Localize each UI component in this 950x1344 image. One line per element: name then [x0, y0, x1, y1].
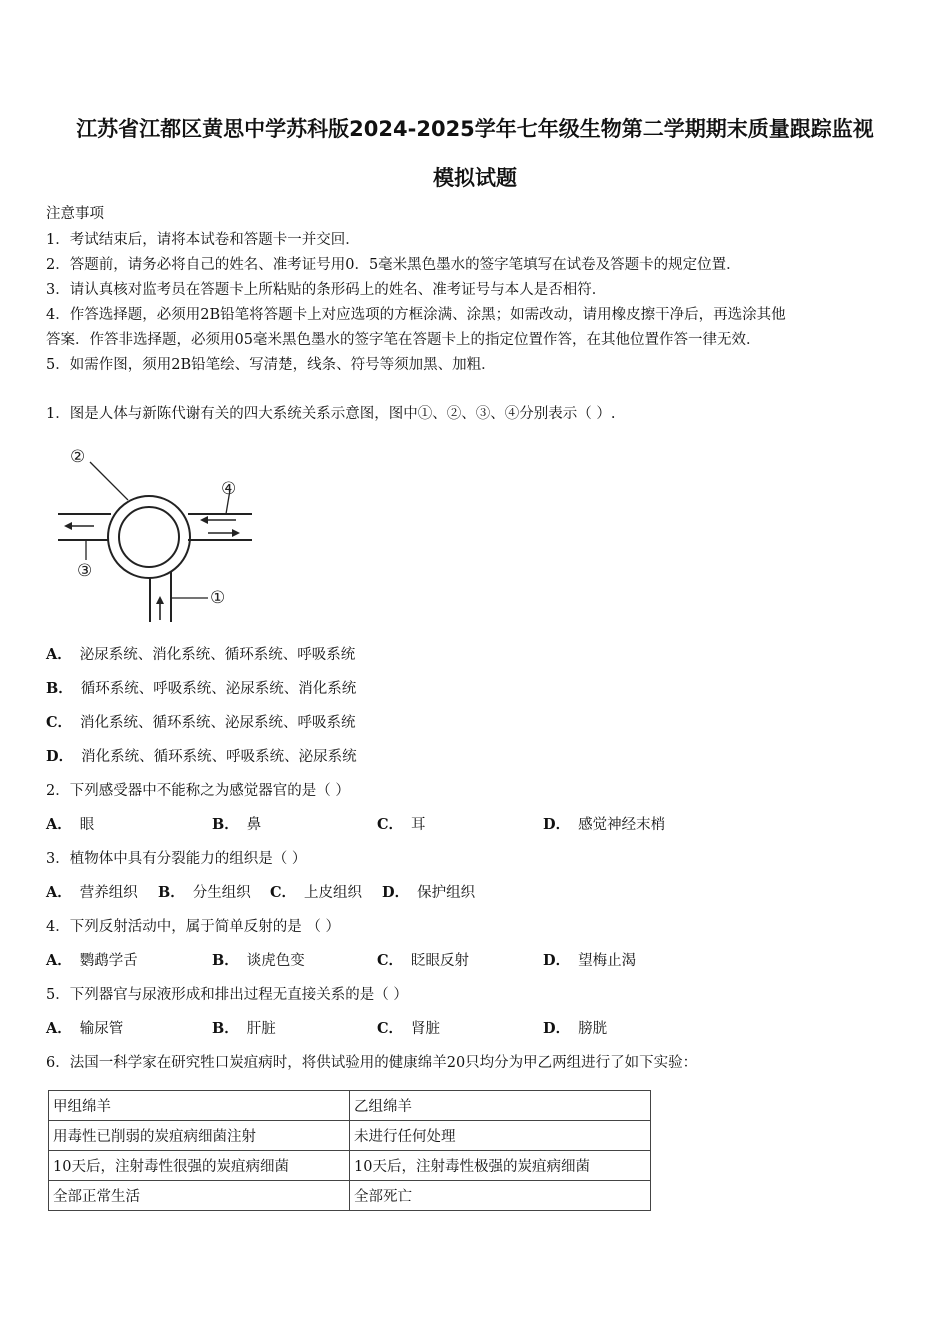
q4-option-b-text: 谈虎色变 [246, 953, 305, 969]
diagram-label-1: ① [210, 588, 226, 608]
q2-option-d [543, 813, 665, 834]
q2-option-a [46, 813, 94, 834]
q5-option-c [377, 1017, 440, 1038]
q1-option-a-label: A． [46, 646, 72, 663]
diagram-label-2: ② [70, 447, 86, 467]
q3-option-d [382, 881, 475, 902]
q1-option-c-label: C． [46, 714, 73, 731]
experiment-table [48, 1090, 651, 1211]
q5-option-c-label: C． [377, 1020, 404, 1037]
q5-option-d-text: 膀胱 [578, 1021, 608, 1037]
q1-option-d [46, 745, 357, 766]
q4-option-b-label: B． [212, 952, 239, 969]
q4-option-a-label: A． [46, 952, 72, 969]
q4-option-c-label: C． [377, 952, 404, 969]
q3-option-a-label: A． [46, 884, 72, 901]
q1-option-b-label: B． [46, 680, 73, 697]
q1-option-a-text: 泌尿系统、消化系统、循环系统、呼吸系统 [79, 647, 356, 663]
q1-option-a [46, 643, 355, 664]
q5-stem: 5．下列器官与尿液形成和排出过程无直接关系的是（ ） [46, 987, 408, 1003]
table-cell: 10天后，注射毒性很强的炭疽病细菌 [49, 1151, 350, 1181]
diagram-label-4: ④ [221, 479, 237, 499]
q3-option-a-text: 营养组织 [79, 885, 138, 901]
table-row [49, 1121, 651, 1151]
notice-item-2: 2．答题前，请务必将自己的姓名、准考证号用0．5毫米黑色墨水的签字笔填写在试卷及答题卡的规定位置． [46, 257, 741, 273]
q4-option-b [212, 949, 305, 970]
q3-option-b [158, 881, 251, 902]
q2-option-d-label: D． [543, 816, 571, 833]
q3-option-c-text: 上皮组织 [304, 885, 363, 901]
q1-option-c [46, 711, 356, 732]
q3-option-b-label: B． [158, 884, 185, 901]
q1-option-b-text: 循环系统、呼吸系统、泌尿系统、消化系统 [80, 681, 357, 697]
q3-option-d-label: D． [382, 884, 410, 901]
q5-option-c-text: 肾脏 [411, 1021, 441, 1037]
q2-option-a-text: 眼 [79, 817, 95, 833]
table-row [49, 1091, 651, 1121]
table-cell: 全部死亡 [350, 1181, 651, 1211]
q5-option-d-label: D． [543, 1020, 571, 1037]
q5-option-a [46, 1017, 123, 1038]
q2-option-a-label: A． [46, 816, 72, 833]
q4-stem: 4．下列反射活动中，属于简单反射的是 （ ） [46, 919, 340, 935]
q3-stem: 3．植物体中具有分裂能力的组织是（ ） [46, 851, 307, 867]
q3-option-b-text: 分生组织 [192, 885, 251, 901]
q1-stem: 1．图是人体与新陈代谢有关的四大系统关系示意图，图中①、②、③、④分别表示（ ）. [46, 406, 616, 422]
q5-option-b-label: B． [212, 1020, 239, 1037]
table-row [49, 1181, 651, 1211]
notice-item-5: 5．如需作图，须用2B铅笔绘、写清楚，线条、符号等须加黑、加粗． [46, 357, 496, 373]
q2-option-c-text: 耳 [411, 817, 426, 833]
q3-option-d-text: 保护组织 [417, 885, 476, 901]
q5-option-d [543, 1017, 607, 1038]
q2-option-b-text: 鼻 [246, 817, 262, 833]
notice-item-4: 4．作答选择题，必须用2B铅笔将答题卡上对应选项的方框涂满、涂黑；如需改动，请用橡皮擦干净后，再选涂其他 [46, 307, 786, 323]
q2-option-c-label: C． [377, 816, 404, 833]
q5-option-b-text: 肝脏 [246, 1021, 276, 1037]
q5-option-a-label: A． [46, 1020, 72, 1037]
table-cell: 乙组绵羊 [350, 1091, 651, 1121]
q1-option-d-label: D． [46, 748, 74, 765]
title-line-2: 模拟试题 [433, 166, 517, 190]
metabolism-systems-diagram [58, 440, 258, 625]
table-cell: 用毒性已削弱的炭疽病细菌注射 [49, 1121, 350, 1151]
q4-option-a [46, 949, 138, 970]
table-cell: 全部正常生活 [49, 1181, 350, 1211]
diagram-label-3: ③ [77, 561, 93, 581]
q1-option-d-text: 消化系统、循环系统、呼吸系统、泌尿系统 [81, 749, 357, 765]
q2-option-b [212, 813, 261, 834]
q5-option-b [212, 1017, 276, 1038]
q5-option-a-text: 输尿管 [79, 1021, 124, 1037]
q4-option-d [543, 949, 636, 970]
title-line-1: 江苏省江都区黄思中学苏科版2024-2025学年七年级生物第二学期期末质量跟踪监视 [76, 117, 874, 141]
q4-option-d-text: 望梅止渴 [578, 953, 637, 969]
table-row [49, 1151, 651, 1181]
q4-option-c [377, 949, 469, 970]
table-cell: 10天后，注射毒性极强的炭疽病细菌 [350, 1151, 651, 1181]
q1-option-b [46, 677, 356, 698]
notice-item-1: 1．考试结束后，请将本试卷和答题卡一并交回． [46, 232, 360, 248]
q3-option-c-label: C． [270, 884, 297, 901]
q1-option-c-text: 消化系统、循环系统、泌尿系统、呼吸系统 [80, 715, 356, 731]
q4-option-a-text: 鹦鹉学舌 [79, 953, 138, 969]
table-cell: 未进行任何处理 [350, 1121, 651, 1151]
q4-option-d-label: D． [543, 952, 571, 969]
q4-option-c-text: 眨眼反射 [411, 953, 470, 969]
q2-stem: 2．下列感受器中不能称之为感觉器官的是（ ） [46, 783, 350, 799]
q2-option-c [377, 813, 426, 834]
notice-heading: 注意事项 [46, 206, 104, 222]
q3-option-a [46, 881, 138, 902]
table-cell: 甲组绵羊 [49, 1091, 350, 1121]
q6-stem: 6．法国一科学家在研究牲口炭疽病时，将供试验用的健康绵羊20只均分为甲乙两组进行了如下实验： [46, 1055, 698, 1071]
notice-item-4-cont: 答案．作答非选择题，必须用05毫米黑色墨水的签字笔在答题卡上的指定位置作答，在其他位置作答一律无效． [46, 332, 761, 348]
q2-option-d-text: 感觉神经末梢 [578, 817, 666, 833]
q3-option-c [270, 881, 362, 902]
q2-option-b-label: B． [212, 816, 239, 833]
notice-item-3: 3．请认真核对监考员在答题卡上所粘贴的条形码上的姓名、准考证号与本人是否相符． [46, 282, 607, 298]
